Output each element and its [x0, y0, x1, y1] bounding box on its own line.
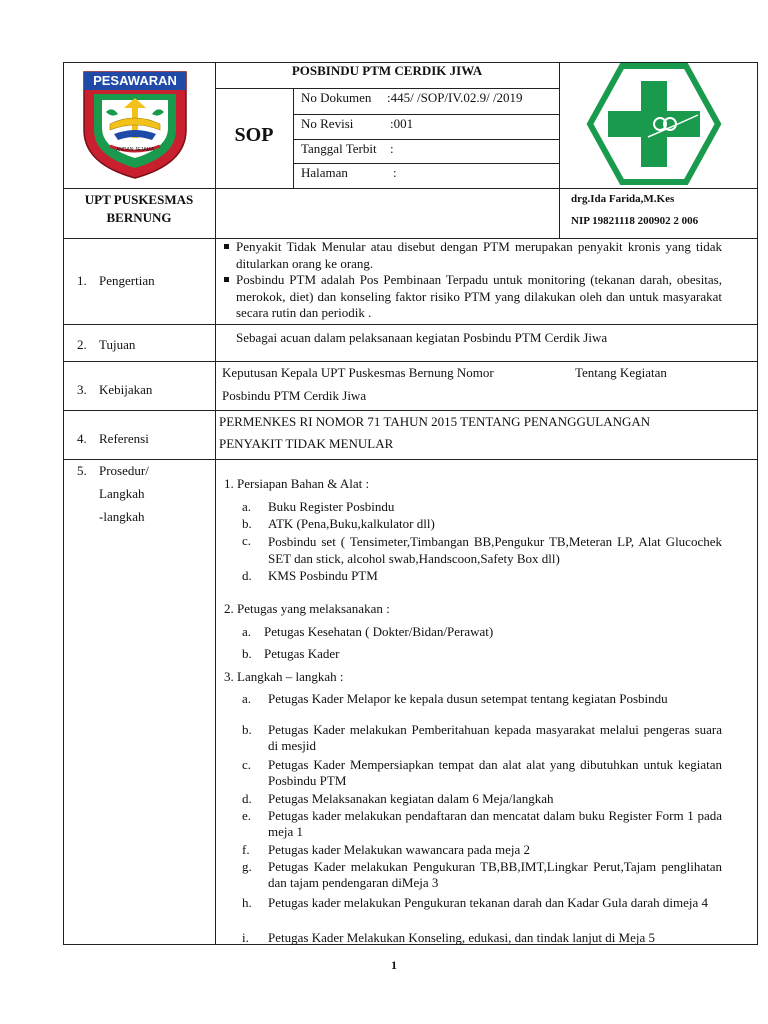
list-text: Petugas Kader Melapor ke kepala dusun setempat tentang kegiatan Posbindu — [268, 691, 668, 706]
kebijakan-line2: Posbindu PTM Cerdik Jiwa — [222, 388, 367, 403]
logo-name-text: PESAWARAN — [93, 73, 177, 88]
list-text: Buku Register Posbindu — [268, 499, 395, 514]
field-value-no-dokumen: :445/ /SOP/IV.02.9/ /2019 — [387, 90, 523, 105]
list-item — [242, 722, 722, 754]
field-label-halaman: Halaman — [301, 165, 348, 180]
list-text: Petugas Kader melakukan Pemberitahuan kepada masyarakat melalui pengeras suara di mesjid — [268, 722, 722, 753]
page-number: 1 — [391, 958, 397, 972]
list-item — [242, 624, 722, 640]
list-marker: i. — [242, 930, 249, 945]
section-label-prosedur: Prosedur/ — [99, 463, 149, 478]
pesawaran-logo — [80, 68, 190, 180]
list-item — [242, 859, 722, 891]
field-label-no-revisi: No Revisi — [301, 116, 354, 131]
list-marker: h. — [242, 895, 252, 910]
list-text: Posbindu set ( Tensimeter,Timbangan BB,Pengukur TB,Meteran LP, Alat Glucochek SET dan stick, alcohol swab,Handscoon,Safety Box dll) — [268, 534, 722, 566]
list-text: Petugas kader melakukan pendaftaran dan mencatat dalam buku Register Form 1 pada meja 1 — [268, 808, 722, 839]
list-item — [242, 533, 722, 567]
section-number-4: 4. — [77, 431, 87, 446]
list-marker: a. — [242, 624, 252, 639]
list-item — [242, 930, 722, 946]
list-text: KMS Posbindu PTM — [268, 568, 378, 583]
prosedur-group-title: 2. Petugas yang melaksanakan : — [224, 601, 390, 616]
list-item — [242, 808, 722, 840]
referensi-line1: PERMENKES RI NOMOR 71 TAHUN 2015 TENTANG PENANGGULANGAN — [219, 414, 651, 429]
list-item — [242, 516, 722, 532]
org-name-line1: UPT PUSKESMAS — [84, 192, 194, 207]
signer-name: drg.Ida Farida,M.Kes — [571, 193, 675, 205]
pengertian-list — [222, 239, 722, 322]
tujuan-text: Sebagai acuan dalam pelaksanaan kegiatan Posbindu PTM Cerdik Jiwa — [236, 330, 608, 345]
list-text: Petugas Kesehatan ( Dokter/Bidan/Perawat) — [264, 624, 494, 639]
list-text: Petugas Kader — [264, 646, 340, 661]
list-item — [242, 568, 722, 584]
section-label-kebijakan: Kebijakan — [99, 382, 153, 397]
pengertian-item: Posbindu PTM adalah Pos Pembinaan Terpadu untuk monitoring (tekanan darah, obesitas, merokok, diet) dan konseling faktor risiko PTM yang dilakukan oleh dan untuk masyarakat secara rutin dan periodik . — [222, 272, 722, 322]
field-label-no-dokumen: No Dokumen — [301, 90, 372, 105]
prosedur-group-title: 3. Langkah – langkah : — [224, 669, 344, 684]
section-number-1: 1. — [77, 273, 87, 288]
list-marker: e. — [242, 808, 252, 823]
section-label-langkah: Langkah — [99, 486, 145, 501]
field-value-halaman: : — [393, 165, 397, 180]
list-text: ATK (Pena,Buku,kalkulator dll) — [268, 516, 435, 531]
list-marker: f. — [242, 842, 250, 857]
list-text: Petugas Melaksanakan kegiatan dalam 6 Meja/langkah — [268, 791, 554, 806]
section-number-2: 2. — [77, 337, 87, 352]
list-text: Petugas kader melakukan Pengukuran tekanan darah dan Kadar Gula darah dimeja 4 — [268, 895, 709, 910]
pengertian-item: Penyakit Tidak Menular atau disebut dengan PTM merupakan penyakit kronis yang tidak ditularkan orang ke orang. — [222, 239, 722, 272]
list-item — [242, 791, 722, 807]
kebijakan-line1a: Keputusan Kepala UPT Puskesmas Bernung Nomor — [222, 365, 494, 380]
section-label-pengertian: Pengertian — [99, 273, 155, 288]
list-item — [242, 691, 722, 707]
list-item — [242, 757, 722, 789]
org-name-line2: BERNUNG — [106, 210, 172, 225]
list-marker: d. — [242, 568, 252, 583]
document-title: POSBINDU PTM CERDIK JIWA — [291, 63, 483, 78]
list-marker: a. — [242, 691, 252, 706]
list-marker: b. — [242, 516, 252, 531]
prosedur-group-title: 1. Persiapan Bahan & Alat : — [224, 476, 370, 491]
section-label-tujuan: Tujuan — [99, 337, 136, 352]
list-marker: c. — [242, 533, 252, 548]
list-item — [242, 499, 722, 515]
list-text: Petugas Kader Mempersiapkan tempat dan alat alat yang dibutuhkan untuk kegiatan Posbindu PTM — [268, 757, 722, 788]
referensi-line2: PENYAKIT TIDAK MENULAR — [219, 436, 394, 451]
field-label-tanggal-terbit: Tanggal Terbit — [301, 141, 377, 156]
list-item — [242, 646, 722, 662]
list-text: Petugas Kader melakukan Pengukuran TB,BB,IMT,Lingkar Perut,Tajam penglihatan dan tajam pendengaran diMeja 3 — [268, 859, 722, 890]
list-marker: b. — [242, 646, 252, 661]
field-value-no-revisi: :001 — [390, 116, 414, 131]
list-item — [242, 895, 722, 911]
logo-motto-text: ANDAN JEJAMA — [115, 147, 155, 153]
puskesmas-logo — [586, 63, 722, 185]
list-marker: g. — [242, 859, 252, 874]
field-value-tanggal-terbit: : — [390, 141, 394, 156]
list-item — [242, 842, 722, 858]
list-marker: d. — [242, 791, 252, 806]
list-marker: a. — [242, 499, 252, 514]
list-marker: c. — [242, 757, 252, 772]
signer-nip: NIP 19821118 200902 2 006 — [571, 215, 699, 227]
section-number-3: 3. — [77, 382, 87, 397]
list-text: Petugas Kader Melakukan Konseling, edukasi, dan tindak lanjut di Meja 5 — [268, 930, 656, 945]
sop-label: SOP — [234, 124, 274, 146]
list-text: Petugas kader Melakukan wawancara pada meja 2 — [268, 842, 531, 857]
section-label-referensi: Referensi — [99, 431, 149, 446]
section-label-langkah2: -langkah — [99, 509, 145, 524]
kebijakan-line1b: Tentang Kegiatan — [575, 365, 667, 380]
section-number-5: 5. — [77, 463, 87, 478]
list-marker: b. — [242, 722, 252, 737]
